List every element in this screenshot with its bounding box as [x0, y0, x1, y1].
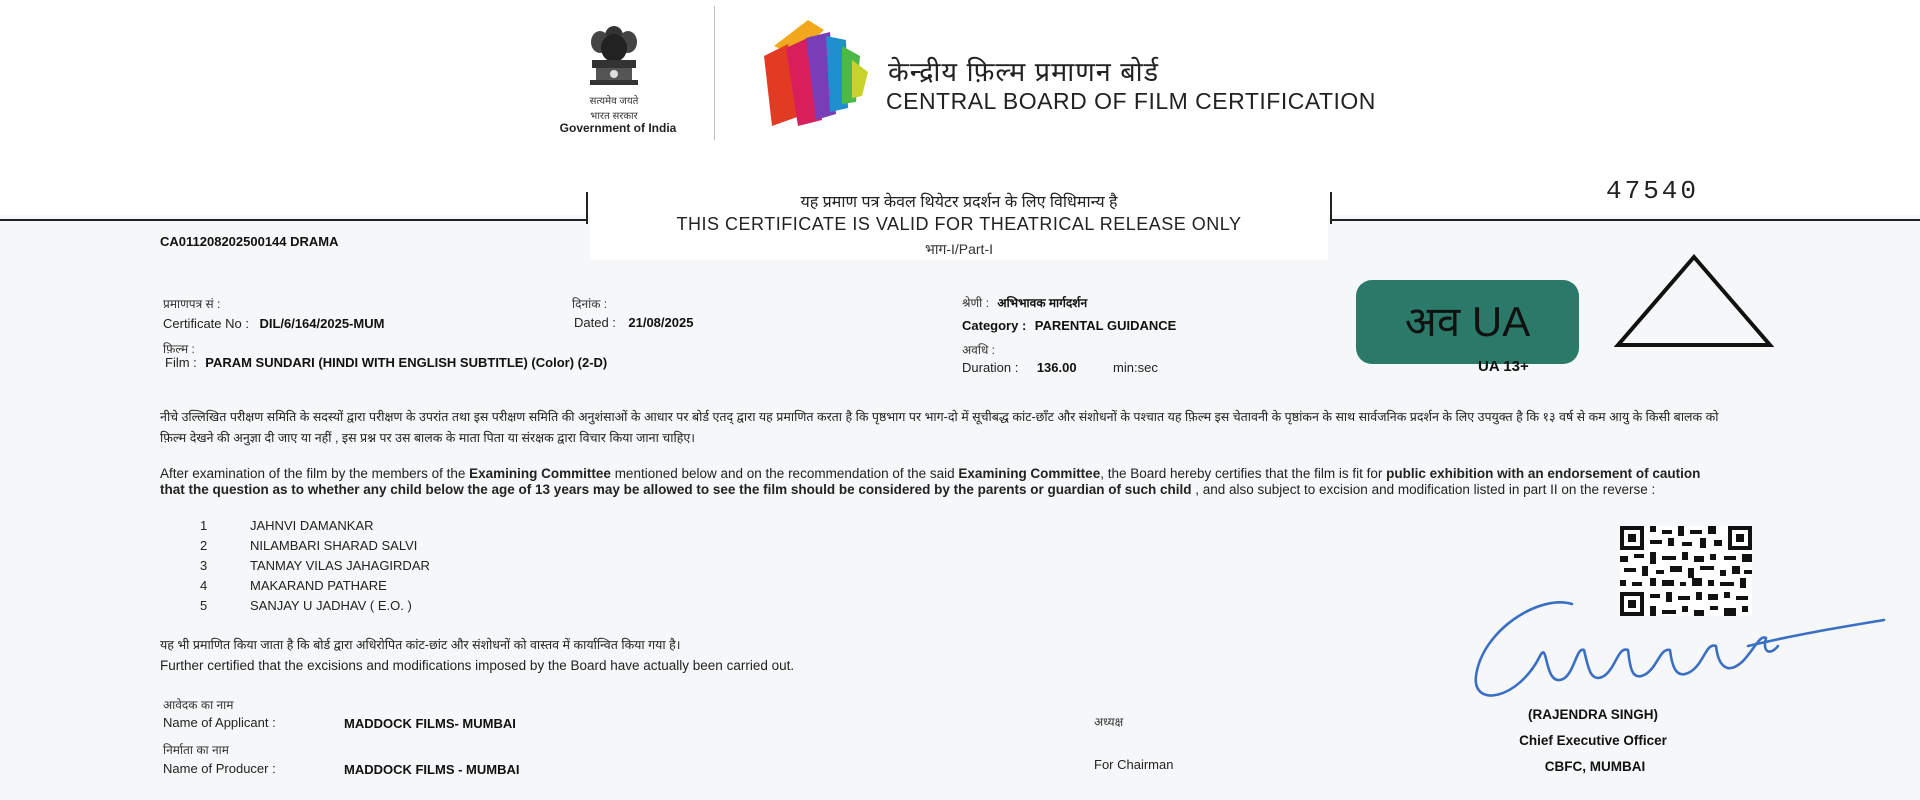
committee-members: [200, 518, 430, 618]
producer-value: MADDOCK FILMS - MUMBAI: [344, 762, 520, 777]
certification-text-hindi: नीचे उल्लिखित परीक्षण समिति के सदस्यों द्वारा परीक्षण के उपरांत तथा इस परीक्षण समिति की अनुशंसाओं के आधार पर बोर्ड एतद् द्वारा यह प्रमाणित करता है कि पृष्ठभाग पर भाग-दो में सूचीबद्ध कांट-छाँट और संशोधनों के पश्चात यह फ़िल्म इस चेतावनी के पृष्ठांकन के साथ सार्वजनिक प्रदर्शन के लिए उपयुक्त है कि १३ वर्ष से कम आयु के किसी बालक को फ़िल्म देखने की अनुज्ञा दी जाए या नहीं , इस प्रश्न पर उस बालक के माता पिता या संरक्षक द्वारा विचार किया जाना चाहिए।: [160, 410, 1719, 445]
category-value: PARENTAL GUIDANCE: [1034, 318, 1177, 333]
list-item: 2 NILAMBARI SHARAD SALVI: [200, 538, 418, 553]
date-label: Dated :: [574, 315, 616, 330]
list-item: 5 SANJAY U JADHAV ( E.O. ): [200, 598, 412, 613]
category-row: [962, 317, 1176, 335]
film-value: PARAM SUNDARI (HINDI WITH ENGLISH SUBTITLE) (Color) (2-D): [205, 355, 608, 370]
signatory-title: Chief Executive Officer: [1519, 733, 1667, 748]
gov-name-hindi: भारत सरकार: [590, 111, 638, 122]
cbfc-logo-icon: [760, 16, 870, 134]
banner-rule-right: [1330, 219, 1920, 221]
category-label-hindi: श्रेणी :: [962, 296, 989, 310]
gov-name: Government of India: [559, 121, 677, 135]
banner-cap-left: [586, 192, 588, 224]
application-code: CA011208202500144 DRAMA: [160, 234, 339, 249]
certificate-no-row: [163, 315, 384, 333]
signature-icon: [1448, 590, 1888, 720]
national-emblem-icon: [578, 20, 650, 100]
certificate-no-label-hindi: प्रमाणपत्र सं :: [163, 297, 221, 311]
category-value-hindi: अभिभावक मार्गदर्शन: [997, 296, 1088, 310]
film-label: Film :: [165, 355, 197, 370]
producer-label: Name of Producer :: [163, 761, 276, 776]
serial-number: 47540: [1606, 176, 1700, 206]
duration-label-hindi: अवधि :: [962, 343, 995, 357]
list-item: 4 MAKARAND PATHARE: [200, 578, 387, 593]
board-name: CENTRAL BOARD OF FILM CERTIFICATION: [886, 88, 1376, 114]
date-row: [574, 314, 693, 332]
certificate-no-label: Certificate No :: [163, 316, 249, 331]
film-label-hindi: फ़िल्म :: [163, 342, 195, 356]
certification-text-english: After examination of the film by the members of the Examining Committee mentioned below and on the recommendation of the said Examining Committee, the Board hereby certifies that the film is fit for public exhibition with an endorsement of caution that the question as to whether any child below the age of 13 years may be allowed to see the film should be considered by the parents or guardian of such child , and also subject to excision and modification listed in part II on the reverse :: [160, 466, 1701, 497]
chairman-label-hindi: अध्यक्ष: [1094, 715, 1124, 729]
applicant-value: MADDOCK FILMS- MUMBAI: [344, 716, 516, 731]
duration-value: 136.00: [1036, 360, 1077, 375]
further-certified-english: Further certified that the excisions and modifications imposed by the Board have actually been carried out.: [160, 658, 795, 673]
applicant-label-hindi: आवेदक का नाम: [163, 698, 234, 712]
validity-banner: [590, 186, 1328, 260]
date-label-hindi: दिनांक :: [572, 297, 608, 311]
category-hindi-row: [962, 294, 1087, 312]
signatory-name: (RAJENDRA SINGH): [1527, 707, 1658, 722]
validity-part: भाग-I/Part-I: [924, 241, 994, 257]
board-name-hindi: केन्द्रीय फ़िल्म प्रमाणन बोर्ड: [888, 57, 1160, 87]
chairman-label: For Chairman: [1094, 757, 1174, 772]
duration-row: [962, 359, 1158, 377]
category-label: Category :: [962, 318, 1027, 333]
duration-unit: min:sec: [1113, 360, 1158, 375]
list-item: 3 TANMAY VILAS JAHAGIRDAR: [200, 558, 430, 573]
further-certified-hindi: यह भी प्रमाणित किया जाता है कि बोर्ड द्वारा अधिरोपित कांट-छांट और संशोधनों को वास्तव में कार्यान्वित किया गया है।: [160, 638, 681, 652]
validity-hindi: यह प्रमाण पत्र केवल थियेटर प्रदर्शन के लिए विधिमान्य है: [800, 194, 1118, 211]
gov-motto: सत्यमेव जयते: [589, 96, 639, 107]
producer-label-hindi: निर्माता का नाम: [163, 743, 229, 757]
applicant-label: Name of Applicant :: [163, 715, 276, 730]
caution-triangle-icon: [1614, 253, 1774, 349]
duration-label: Duration :: [962, 360, 1019, 375]
rating-badge: अव UA: [1356, 280, 1579, 364]
rating-sub-label: UA 13+: [1478, 358, 1529, 375]
list-item: 1 JAHNVI DAMANKAR: [200, 518, 374, 533]
header-divider: [714, 6, 715, 140]
certificate-no-value: DIL/6/164/2025-MUM: [259, 316, 385, 331]
date-value: 21/08/2025: [628, 315, 694, 330]
validity-english: THIS CERTIFICATE IS VALID FOR THEATRICAL RELEASE ONLY: [676, 214, 1242, 234]
banner-rule-left: [0, 219, 588, 221]
film-row: [165, 354, 607, 372]
signatory-office: CBFC, MUMBAI: [1544, 759, 1646, 774]
